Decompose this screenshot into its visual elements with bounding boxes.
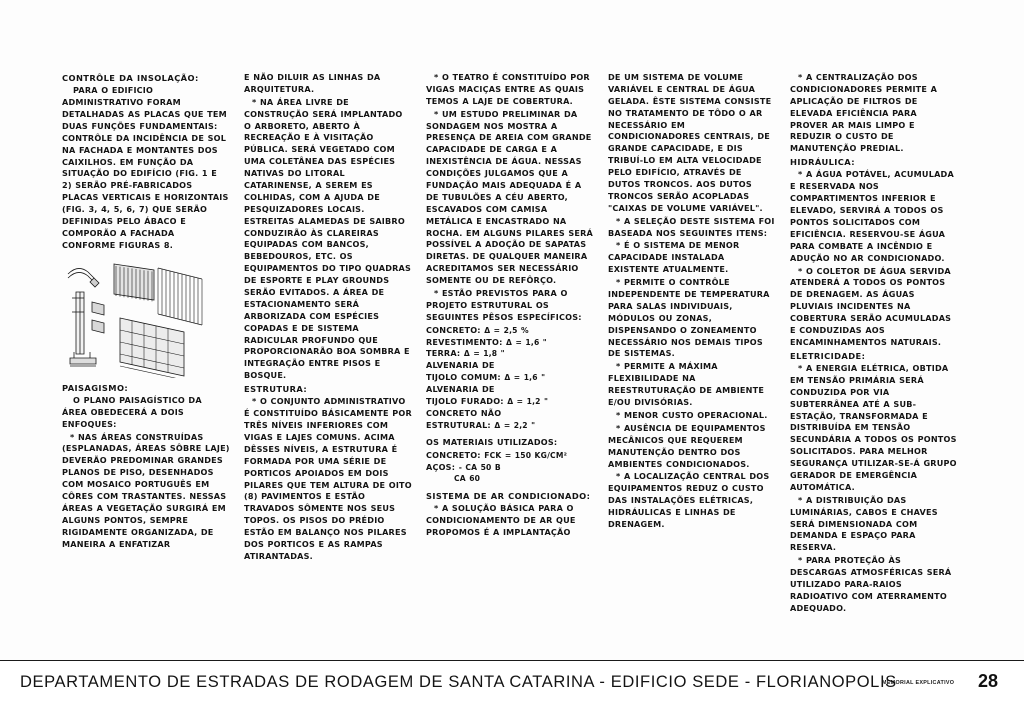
spec-value: - CA 50 B <box>458 462 501 472</box>
paragraph-flexibilidade: * PERMITE A MÁXIMA FLEXIBILIDADE NA REESTRUTURAÇÃO DE AMBIENTE E/OU DIVISÓRIAS. <box>608 361 765 408</box>
spec-label: TERRA: <box>426 348 461 359</box>
paragraph-paisagismo-areas: * NAS ÁREAS CONSTRUÍDAS (ESPLANADAS, ÁREAS SÔBRE LAJE) DEVERÃO PREDOMINAR GRANDES PLANOS DE PISO, DESENHADOS COM MOSAICO PORTUGUÊS EM CÔRES COM TRASTANTES. NESSAS ÁREAS A VEGETAÇÃO SURGIRÁ EM ALGUNS PONTOS, SEMPRE RIGIDAMENTE ORGANIZADA, DE MANEIRA A ENFATIZAR <box>62 431 230 549</box>
spec-value: Δ = 1,2 " <box>507 397 549 407</box>
paragraph-ausencia-equipamentos: * AUSÊNCIA DE EQUIPAMENTOS MECÂNICOS QUE REQUEREM MANUTENÇÃO DENTRO DOS AMBIENTES CONDICIONADOS. <box>608 422 766 469</box>
paragraph-teatro: * O TEATRO É CONSTITUÍDO POR VIGAS MACIÇAS ENTRE AS QUAIS TEMOS A LAJE DE COBERTURA. <box>426 72 590 106</box>
heading-ar-condicionado: SISTEMA DE AR CONDICIONADO: <box>426 491 591 502</box>
spec-list-materiais <box>426 450 594 486</box>
spec-value: Δ = 2,5 % <box>484 325 529 335</box>
column-2 <box>244 72 412 642</box>
spec-row <box>426 420 594 432</box>
page-number: 28 <box>978 671 999 691</box>
spec-label: TIJOLO COMUM: <box>426 372 501 383</box>
spec-row <box>426 408 594 420</box>
paragraph-arboreto: * NA ÁREA LIVRE DE CONSTRUÇÃO SERÁ IMPLANTADO O ARBORETO, ABERTO À RECREAÇÃO E À VISITAÇÃO PÚBLICA. SERÁ VEGETADO COM UMA COLETÂNEA DAS ESPÉCIES NATIVAS DO LITORAL CATARINENSE, A SEREM ES COLHIDAS, COM A AJUDA DE PESQUIZADORES LOCAIS. ESTREITAS ALAMEDAS DE SAIBRO CONDUZIRÃO ÀS CLAREIRAS EQUIPADAS COM BANCOS, BEBEDOUROS, ETC. OS EQUIPAMENTOS DO TIPO QUADRAS DE ESPORTE E PLAY GROUNDS SERÃO EVITADOS. A ÁREA DE ESTACIONAMENTO SERÁ ARBORIZADA COM ESPÉCIES COPADAS E DE SISTEMA RADICULAR PROFUNDO QUE PROPORCIONARÃO BOA SOMBRA E INTEGRAÇÃO ENTRE PISOS E BOSQUE. <box>244 96 412 381</box>
paragraph-coletor-agua-servida: * O COLETOR DE ÁGUA SERVIDA ATENDERÁ A TODOS OS PONTOS DE DRENAGEM. AS ÁGUAS PLUVIAIS INCIDENTES NA COBERTURA SERÃO ACUMULADAS E CONDUZIDAS AOS ENCAMINHAMENTOS NATURAIS. <box>790 265 952 347</box>
heading-estrutura: ESTRUTURA: <box>244 384 308 395</box>
paragraph-centralizacao-filtros: * A CENTRALIZAÇÃO DOS CONDICIONADORES PERMITE A APLICAÇÃO DE FILTROS DE ELEVADA EFICIÊNCIA PARA PROVER AR MAIS LIMPO E REDUZIR O CUSTO DE MANUTENÇÃO PREDIAL. <box>790 72 938 154</box>
spec-label: REVESTIMENTO: <box>426 336 503 347</box>
page-footer <box>0 660 1024 710</box>
paragraph-localizacao-central: * A LOCALIZAÇÃO CENTRAL DOS EQUIPAMENTOS REDUZ O CUSTO DAS INSTALAÇÕES ELÉTRICAS, HIDRÁULICAS E LINHAS DE DRENAGEM. <box>608 471 770 529</box>
spec-label: ESTRUTURAL: <box>426 419 491 430</box>
paragraph-para-raios: * PARA PROTEÇÃO ÀS DESCARGAS ATMOSFÉRICAS SERÁ UTILIZADO PARA-RAIOS RADIOATIVO COM ATERRAMENTO ADEQUADO. <box>790 555 952 613</box>
column-5 <box>790 72 958 642</box>
spec-value: Δ = 2,2 " <box>494 420 536 430</box>
spec-label: CONCRETO: <box>426 324 481 335</box>
spec-row <box>426 325 594 337</box>
spec-label: ALVENARIA DE <box>426 384 495 395</box>
heading-controle-insolacao: CONTRÔLE DA INSOLAÇÃO: <box>62 73 199 83</box>
spec-value: Δ = 1,6 " <box>504 373 546 383</box>
facade-sun-control-sketch <box>62 258 228 378</box>
spec-value: CA 60 <box>454 474 481 484</box>
footer-subtitle: MEMORIAL EXPLICATIVO <box>882 680 955 686</box>
paragraph-paisagismo-intro: O PLANO PAISAGÍSTICO DA ÁREA OBEDECERÁ A DOIS ENFOQUES: <box>62 394 202 429</box>
paragraph-controle-temperatura: * PERMITE O CONTRÔLE INDEPENDENTE DE TEMPERATURA PARA SALAS INDIVIDUAIS, MÓDULOS OU ZONAS, DISPENSANDO O ZONEAMENTO NECESSÁRIO NOS DEMAIS TIPOS DE SISTEMAS. <box>608 277 770 359</box>
paragraph-menor-custo: * MENOR CUSTO OPERACIONAL. <box>616 409 768 420</box>
heading-paisagismo: PAISAGISMO: <box>62 382 129 393</box>
column-4 <box>608 72 776 642</box>
heading-eletricidade: ELETRICIDADE: <box>790 350 866 361</box>
paragraph-ar-condicionado-solucao: * A SOLUÇÃO BÁSICA PARA O CONDICIONAMENTO DE AR QUE PROPOMOS É A IMPLANTAÇÃO <box>426 503 576 538</box>
spec-value: FCK = 150 KG/CM² <box>484 450 568 460</box>
paragraph-energia-eletrica: * A ENERGIA ELÉTRICA, OBTIDA EM TENSÃO PRIMÁRIA SERÁ CONDUZIDA POR VIA SUBTERRÂNEA ATÉ A SUB-ESTAÇÃO, TRANSFORMADA E DISTRIBUÍDA EM TENSÃO SECUNDÁRIA A TODOS OS PONTOS SOLICITADOS. PARA MELHOR SEGURANÇA UTILIZAR-SE-Á GRUPO GERADOR DE EMERGÊNCIA AUTOMÁTICA. <box>790 362 957 492</box>
spec-label: CONCRETO NÃO <box>426 407 502 418</box>
paragraph-controle-insolacao: PARA O EDIFICIO ADMINISTRATIVO FORAM DETALHADAS AS PLACAS QUE TEM DUAS FUNÇÕES FUNDAMENTAIS: CONTRÔLE DA INCIDÊNCIA DE SOL NA FACHADA E MONTANTES DOS CAIXILHOS. EM FUNÇÃO DA SITUAÇÃO DO EDIFÍCIO (FIG. 1 E 2) SERÃO PRÉ-FABRICADOS PLACAS VERTICAIS E HORIZONTAIS (FIG. 3, 4, 5, 6, 7) QUE SERÃO DEFINIDAS PELO ÁBACO E COMPORÃO A FACHADA CONFORME FIGURAS 8. <box>62 85 229 250</box>
column-3 <box>426 72 594 642</box>
paragraph-linhas-arquitetura: E NÃO DILUIR AS LINHAS DA ARQUITETURA. <box>244 72 381 94</box>
spec-row <box>426 462 594 474</box>
spec-row <box>426 473 594 485</box>
spec-row <box>426 450 594 462</box>
spec-row <box>426 360 594 372</box>
spec-label: CONCRETO: <box>426 449 481 460</box>
paragraph-materiais-utilizados: OS MATERIAIS UTILIZADOS: <box>426 436 558 447</box>
spec-row <box>426 384 594 396</box>
spec-row <box>426 372 594 384</box>
spec-label: ALVENARIA DE <box>426 360 495 371</box>
spec-list-pesos <box>426 325 594 432</box>
footer-title: DEPARTAMENTO DE ESTRADAS DE RODAGEM DE SANTA CATARINA - EDIFICIO SEDE - FLORIANOPOLIS <box>20 673 897 691</box>
paragraph-volume-variavel: DE UM SISTEMA DE VOLUME VARIÁVEL E CENTRAL DE ÁGUA GELADA. ÊSTE SISTEMA CONSISTE NO TRATAMENTO DE TÔDO O AR NECESSÁRIO EM CONDICIONADORES CENTRAIS, DE GRANDE CAPACIDADE, E DIS TRIBUÍ-LO EM ALTA VELOCIDADE PELO EDIFÍCIO, ATRAVÉS DE DUTOS TRONCOS. AOS DUTOS TRONCOS SERÃO ACOPLADAS "CAIXAS DE VOLUME VARIÁVEL". <box>608 72 772 213</box>
paragraph-distribuicao-luminarias: * A DISTRIBUIÇÃO DAS LUMINÁRIAS, CABOS E CHAVES SERÁ DIMENSIONADA COM DEMANDA E ESPAÇO PARA RESERVA. <box>790 494 938 553</box>
paragraph-agua-potavel: * A ÁGUA POTÁVEL, ACUMULADA E RESERVADA NOS COMPARTIMENTOS INFERIOR E ELEVADO, SERVIRÁ A TODOS OS PONTOS SOLICITADOS COM EFICIÊNCIA. RESERVOU-SE ÁGUA PARA COMBATE A INCÊNDIO E ADUÇÃO NO AR CONDICIONADO. <box>790 169 954 263</box>
spec-value: Δ = 1,6 " <box>506 337 547 347</box>
spec-value: Δ = 1,8 " <box>463 349 505 359</box>
paragraph-sondagem: * UM ESTUDO PRELIMINAR DA SONDAGEM NOS MOSTRA A PRESENÇA DE AREIA COM GRANDE CAPACIDADE DE CARGA E A INEXISTÊNCIA DE ÁGUA. NESSAS CONDIÇÕES JULGAMOS QUE A FUNDAÇÃO MAIS ADEQUADA É A DE TUBULÕES A CÉU ABERTO, ESCAVADOS COM CAMISA METÁLICA E ENCASTRADO NA ROCHA. EM ALGUNS PILARES SERÁ POSSÍVEL A ADOÇÃO DE SAPATAS DIRETAS. DE QUALQUER MANEIRA ACREDITAMOS SER NECESSÁRIO SOMENTE OU DE REFÔRÇO. <box>426 108 594 286</box>
paragraph-menor-capacidade: * É O SISTEMA DE MENOR CAPACIDADE INSTALADA EXISTENTE ATUALMENTE. <box>608 240 740 275</box>
heading-hidraulica: HIDRÁULICA: <box>790 157 855 168</box>
text-columns <box>62 72 974 642</box>
spec-row <box>426 348 594 360</box>
paragraph-estrutura-conjunto: * O CONJUNTO ADMINISTRATIVO É CONSTITUÍDO BÁSICAMENTE POR TRÊS NÍVEIS INFERIORES COM VIGAS E LAJES COMUNS. ACIMA DÊSSES NÍVEIS, A ESTRUTURA É FORMADA POR UMA SÉRIE DE PORTICOS APOIADOS EM DOIS PILARES QUE TEM ALTURA DE OITO (8) PAVIMENTOS E ESTÃO TRAVADOS SÔMENTE NOS SEUS TOPOS. OS PISOS DO PRÉDIO ESTÃO EM BALANÇO NOS PILARES DOS PORTICOS E AS RAMPAS ATIRANTADAS. <box>244 396 412 561</box>
paragraph-pesos-especificos: * ESTÃO PREVISTOS PARA O PROJETO ESTRUTURAL OS SEGUINTES PÊSOS ESPECÍFICOS: <box>426 288 582 322</box>
spec-row <box>426 337 594 349</box>
paragraph-selecao-sistema: * A SELEÇÃO DESTE SISTEMA FOI BASEADA NOS SEGUINTES ITENS: <box>608 215 775 238</box>
spec-row <box>426 396 594 408</box>
column-1 <box>62 72 230 642</box>
spec-label: TIJOLO FURADO: <box>426 396 504 407</box>
spec-label: AÇOS: <box>426 461 456 472</box>
